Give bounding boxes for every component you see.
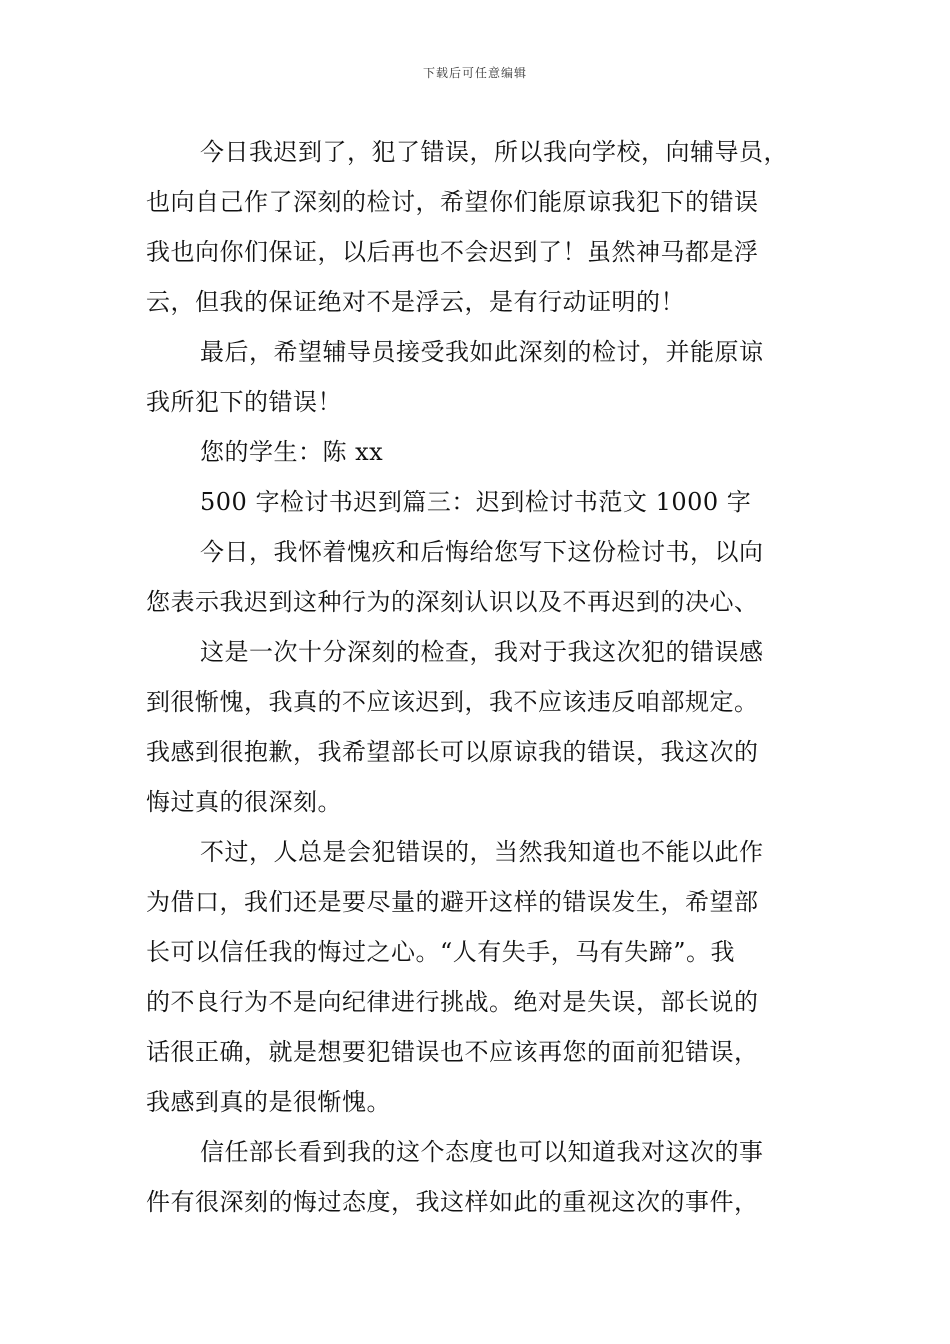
text-line: 长可以信任我的悔过之心。“人有失手，马有失蹄”。我 xyxy=(146,938,736,966)
text-line: 最后，希望辅导员接受我如此深刻的检讨，并能原谅 xyxy=(200,338,764,366)
signature-line: 您的学生：陈 xx xyxy=(200,438,384,466)
text-line: 话很正确，就是想要犯错误也不应该再您的面前犯错误， xyxy=(146,1038,759,1066)
text-line: 不过，人总是会犯错误的，当然我知道也不能以此作 xyxy=(200,838,764,866)
text-line: 您表示我迟到这种行为的深刻认识以及不再迟到的决心、 xyxy=(146,588,759,616)
text-line: 今日，我怀着愧疚和后悔给您写下这份检讨书，以向 xyxy=(200,538,764,566)
section-title: 500 字检讨书迟到篇三：迟到检讨书范文 1000 字 xyxy=(200,488,752,516)
text-line: 为借口，我们还是要尽量的避开这样的错误发生，希望部 xyxy=(146,888,759,916)
text-line: 云，但我的保证绝对不是浮云，是有行动证明的！ xyxy=(146,288,685,316)
text-line: 我所犯下的错误！ xyxy=(146,388,342,416)
text-line: 也向自己作了深刻的检讨，希望你们能原谅我犯下的错误 xyxy=(146,188,759,216)
text-line: 的不良行为不是向纪律进行挑战。绝对是失误，部长说的 xyxy=(146,988,759,1016)
text-line: 到很惭愧，我真的不应该迟到，我不应该违反咱部规定。 xyxy=(146,688,759,716)
text-line: 件有很深刻的悔过态度，我这样如此的重视这次的事件， xyxy=(146,1188,759,1216)
text-line: 今日我迟到了，犯了错误，所以我向学校，向辅导员， xyxy=(200,138,788,166)
document-body xyxy=(146,127,812,1227)
text-line: 悔过真的很深刻。 xyxy=(146,788,342,816)
page-header-note: 下载后可任意编辑 xyxy=(422,66,527,80)
text-line: 我也向你们保证，以后再也不会迟到了！虽然神马都是浮 xyxy=(146,238,759,266)
text-line: 这是一次十分深刻的检查，我对于我这次犯的错误感 xyxy=(200,638,764,666)
text-line: 信任部长看到我的这个态度也可以知道我对这次的事 xyxy=(200,1138,764,1166)
text-line: 我感到很抱歉，我希望部长可以原谅我的错误，我这次的 xyxy=(146,738,759,766)
text-line: 我感到真的是很惭愧。 xyxy=(146,1088,391,1116)
